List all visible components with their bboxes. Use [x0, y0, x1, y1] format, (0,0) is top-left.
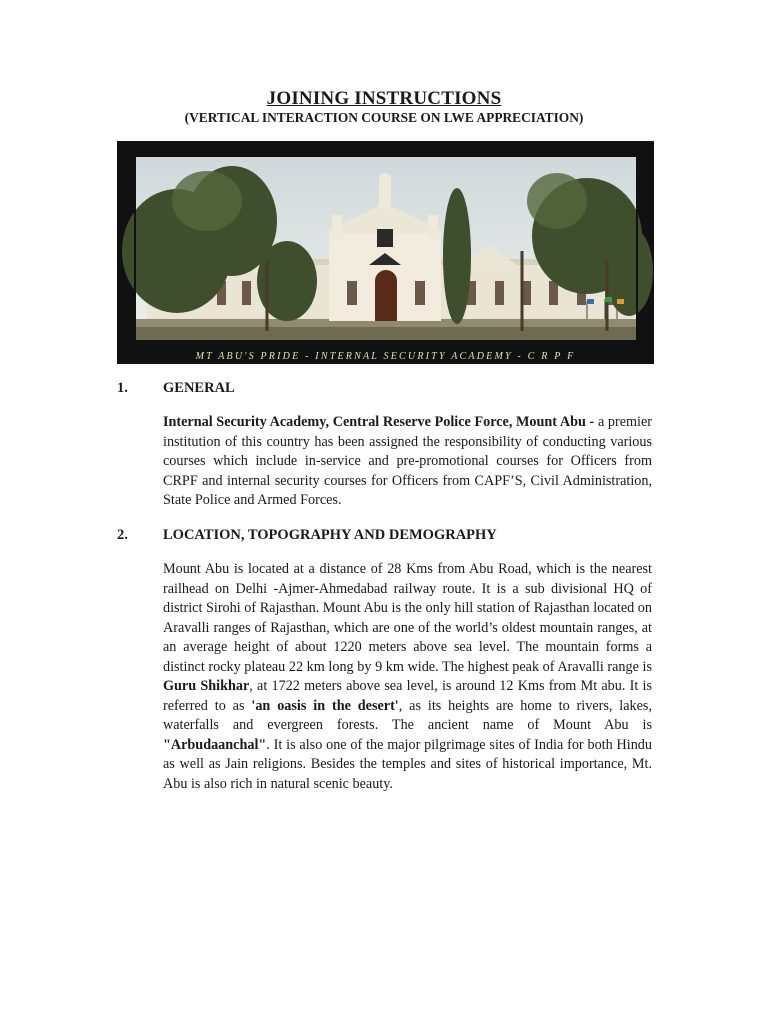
oasis-phrase: 'an oasis in the desert': [251, 697, 399, 714]
peak-name: Guru Shikhar: [163, 678, 250, 694]
location-text: . It is also one of the major pilgrimage sites of India for both Hindu as well as Jain religions. Besides the temples and sites of historical importance, Mt. Abu is also rich in natural scenic beauty.: [163, 736, 652, 792]
section-heading: GENERAL: [163, 380, 235, 396]
section-number: 2.: [117, 527, 128, 543]
location-text: Mount Abu is located at a distance of 28 Kms from Abu Road, which is the nearest railhead on Delhi -Ajmer-Ahmedabad railway route. It is a sub divisional HQ of district Sirohi of Rajasthan. Mount Abu is the only hill station of Rajasthan located on Aravalli ranges of Rajasthan, which are one of the world’s oldest mountain ranges, at an average height of about 1220 meters above sea level. The mountain forms a distinct rocky plateau 22 km long by 9 km wide. The highest peak of Aravalli range is: [163, 561, 652, 675]
section-number: 1.: [117, 380, 128, 396]
location-text: , at 1722 meters above sea level, is around 12 Kms from Mt abu. It is referred to as: [163, 678, 652, 714]
location-text: , as its heights are home to rivers, lakes, waterfalls and evergreen forests. The ancient name of Mount Abu is: [163, 697, 652, 733]
academy-building-illustration: [117, 141, 654, 364]
general-paragraph: [163, 413, 652, 511]
document-title: JOINING INSTRUCTIONS: [266, 88, 502, 109]
ancient-name: "Arbudaanchal": [163, 736, 267, 753]
photo-caption: MT ABU'S PRIDE - INTERNAL SECURITY ACADEMY - C R P F: [195, 351, 576, 362]
location-paragraph: [163, 560, 652, 794]
section-heading: LOCATION, TOPOGRAPHY AND DEMOGRAPHY: [163, 527, 497, 543]
document-subtitle: (VERTICAL INTERACTION COURSE ON LWE APPRECIATION): [184, 110, 584, 125]
academy-photo: [117, 141, 654, 364]
general-body: a premier institution of this country has been assigned the responsibility of conducting various courses which include in-service and pre-promotional courses for Officers from CRPF and internal security courses for Officers from CAPF’S, Civil Administration, State Police and Armed Forces.: [163, 414, 653, 508]
institution-name: Internal Security Academy, Central Reserve Police Force, Mount Abu -: [163, 414, 595, 430]
